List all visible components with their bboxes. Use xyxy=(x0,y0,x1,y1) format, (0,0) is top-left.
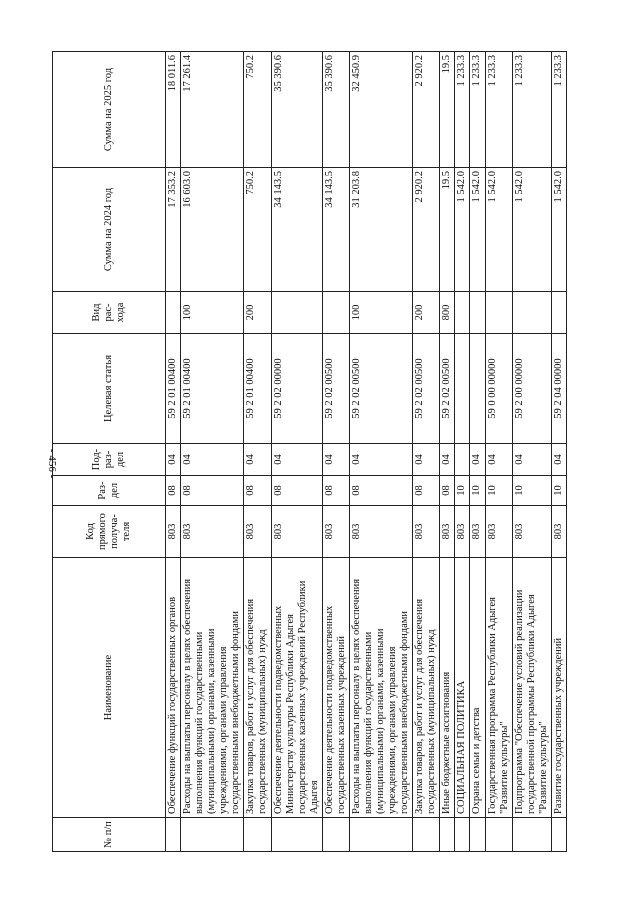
cell-sum2024: 1 542.0 xyxy=(470,168,485,292)
table-row xyxy=(349,52,412,852)
cell-razdel: 08 xyxy=(166,476,181,506)
header-razdel: Раз-дел xyxy=(53,476,166,506)
cell-vid: 200 xyxy=(413,292,440,334)
cell-name: Закупка товаров, работ и услуг для обеспечения государственных (муниципальных) нужд xyxy=(244,558,271,818)
header-code: Код прямого получа-теля xyxy=(53,506,166,558)
cell-statya: 59 2 01 00400 xyxy=(166,334,181,444)
cell-name: Иные бюджетные ассигнования xyxy=(440,558,455,818)
cell-statya: 59 2 02 00500 xyxy=(349,334,412,444)
table-row xyxy=(512,52,551,852)
cell-code: 803 xyxy=(485,506,512,558)
table-row xyxy=(181,52,244,852)
cell-code: 803 xyxy=(322,506,349,558)
cell-num xyxy=(181,818,244,852)
cell-razdel: 10 xyxy=(485,476,512,506)
cell-num xyxy=(470,818,485,852)
cell-code: 803 xyxy=(551,506,566,558)
cell-sum2025: 35 390.6 xyxy=(271,52,322,168)
cell-sum2025: 32 450.9 xyxy=(349,52,412,168)
table-row xyxy=(440,52,455,852)
cell-sum2024: 1 542.0 xyxy=(551,168,566,292)
cell-podrazdel: 04 xyxy=(181,444,244,476)
cell-razdel: 08 xyxy=(322,476,349,506)
header-statya: Целевая статья xyxy=(53,334,166,444)
cell-sum2024: 2 920.2 xyxy=(413,168,440,292)
cell-num xyxy=(440,818,455,852)
cell-podrazdel: 04 xyxy=(413,444,440,476)
cell-sum2025: 17 261.4 xyxy=(181,52,244,168)
cell-sum2024: 34 143.5 xyxy=(271,168,322,292)
cell-vid xyxy=(470,292,485,334)
cell-code: 803 xyxy=(181,506,244,558)
page-number: - 456 - xyxy=(46,449,58,479)
cell-sum2025: 1 233.3 xyxy=(485,52,512,168)
cell-vid xyxy=(455,292,470,334)
cell-razdel: 10 xyxy=(551,476,566,506)
cell-statya: 59 2 01 00400 xyxy=(181,334,244,444)
table-row xyxy=(413,52,440,852)
cell-code: 803 xyxy=(166,506,181,558)
cell-num xyxy=(271,818,322,852)
cell-vid xyxy=(512,292,551,334)
cell-name: Государственная программа Республики Адыгея "Развитие культуры" xyxy=(485,558,512,818)
cell-sum2025: 750.2 xyxy=(244,52,271,168)
cell-num xyxy=(413,818,440,852)
cell-razdel: 10 xyxy=(512,476,551,506)
cell-podrazdel: 04 xyxy=(244,444,271,476)
cell-sum2024: 1 542.0 xyxy=(455,168,470,292)
cell-code: 803 xyxy=(413,506,440,558)
cell-sum2024: 750.2 xyxy=(244,168,271,292)
budget-table xyxy=(52,51,567,852)
cell-sum2025: 2 920.2 xyxy=(413,52,440,168)
header-sum2025: Сумма на 2025 год xyxy=(53,52,166,168)
cell-num xyxy=(551,818,566,852)
header-name: Наименование xyxy=(53,558,166,818)
cell-num xyxy=(166,818,181,852)
cell-sum2024: 17 353.2 xyxy=(166,168,181,292)
cell-podrazdel: 04 xyxy=(440,444,455,476)
cell-razdel: 08 xyxy=(271,476,322,506)
cell-vid xyxy=(551,292,566,334)
cell-vid: 200 xyxy=(244,292,271,334)
table-row xyxy=(244,52,271,852)
cell-num xyxy=(455,818,470,852)
cell-code: 803 xyxy=(349,506,412,558)
cell-podrazdel: 04 xyxy=(271,444,322,476)
cell-sum2025: 1 233.3 xyxy=(512,52,551,168)
cell-podrazdel: 04 xyxy=(322,444,349,476)
table-row xyxy=(470,52,485,852)
cell-sum2025: 35 390.6 xyxy=(322,52,349,168)
cell-sum2024: 34 143.5 xyxy=(322,168,349,292)
cell-razdel: 10 xyxy=(470,476,485,506)
table-row xyxy=(551,52,566,852)
header-sum2024: Сумма на 2024 год xyxy=(53,168,166,292)
cell-sum2025: 19.5 xyxy=(440,52,455,168)
cell-sum2024: 16 603.0 xyxy=(181,168,244,292)
cell-vid xyxy=(271,292,322,334)
table-row xyxy=(322,52,349,852)
cell-podrazdel: 04 xyxy=(166,444,181,476)
cell-razdel: 08 xyxy=(349,476,412,506)
cell-sum2025: 1 233.3 xyxy=(551,52,566,168)
cell-name: СОЦИАЛЬНАЯ ПОЛИТИКА xyxy=(455,558,470,818)
cell-code: 803 xyxy=(512,506,551,558)
table-row xyxy=(271,52,322,852)
cell-vid: 100 xyxy=(181,292,244,334)
cell-vid xyxy=(166,292,181,334)
cell-num xyxy=(349,818,412,852)
cell-code: 803 xyxy=(244,506,271,558)
cell-name: Расходы на выплаты персоналу в целях обеспечения выполнения функций государственными (муниципальными) органами, казенными учреждениями, органами управления государственными внебюджетными фондами xyxy=(181,558,244,818)
header-podrazdel: Под-раз-дел xyxy=(53,444,166,476)
cell-statya: 59 2 02 00500 xyxy=(440,334,455,444)
cell-statya: 59 2 02 00000 xyxy=(271,334,322,444)
cell-num xyxy=(485,818,512,852)
budget-table-container xyxy=(52,52,564,852)
cell-sum2024: 1 542.0 xyxy=(485,168,512,292)
table-row xyxy=(166,52,181,852)
table-row xyxy=(485,52,512,852)
cell-name: Развитие государственных учреждений xyxy=(551,558,566,818)
cell-podrazdel: 04 xyxy=(470,444,485,476)
cell-statya xyxy=(470,334,485,444)
cell-name: Обеспечение функций государственных органов xyxy=(166,558,181,818)
cell-podrazdel: 04 xyxy=(551,444,566,476)
cell-vid: 800 xyxy=(440,292,455,334)
cell-name: Подпрограмма "Обеспечение условий реализации государственной программы Республики Адыгея "Развитие культуры" xyxy=(512,558,551,818)
header-num: № п/п xyxy=(53,818,166,852)
cell-name: Расходы на выплаты персоналу в целях обеспечения выполнения функций государственными (муниципальными) органами, казенными учреждениями, органами управления государственными внебюджетными фондами xyxy=(349,558,412,818)
cell-statya: 59 0 00 00000 xyxy=(485,334,512,444)
cell-razdel: 08 xyxy=(440,476,455,506)
cell-statya: 59 2 02 00500 xyxy=(322,334,349,444)
cell-name: Обеспечение деятельности подведомственных Министерству культуры Республики Адыгея государственных казенных учреждений Республики Адыгея xyxy=(271,558,322,818)
cell-razdel: 08 xyxy=(244,476,271,506)
cell-num xyxy=(244,818,271,852)
cell-name: Охрана семьи и детства xyxy=(470,558,485,818)
cell-vid: 100 xyxy=(349,292,412,334)
cell-sum2025: 1 233.3 xyxy=(455,52,470,168)
cell-razdel: 10 xyxy=(455,476,470,506)
cell-vid xyxy=(322,292,349,334)
cell-podrazdel: 04 xyxy=(512,444,551,476)
cell-code: 803 xyxy=(271,506,322,558)
cell-sum2024: 19.5 xyxy=(440,168,455,292)
cell-statya: 59 2 04 00000 xyxy=(551,334,566,444)
cell-vid xyxy=(485,292,512,334)
cell-num xyxy=(512,818,551,852)
table-body xyxy=(166,52,567,852)
cell-statya: 59 2 00 00000 xyxy=(512,334,551,444)
cell-sum2025: 1 233.3 xyxy=(470,52,485,168)
cell-sum2024: 1 542.0 xyxy=(512,168,551,292)
cell-podrazdel: 04 xyxy=(349,444,412,476)
cell-sum2024: 31 203.8 xyxy=(349,168,412,292)
cell-statya: 59 2 02 00500 xyxy=(413,334,440,444)
cell-razdel: 08 xyxy=(413,476,440,506)
cell-code: 803 xyxy=(440,506,455,558)
cell-podrazdel: 04 xyxy=(485,444,512,476)
cell-name: Закупка товаров, работ и услуг для обеспечения государственных (муниципальных) нужд xyxy=(413,558,440,818)
cell-sum2025: 18 011.6 xyxy=(166,52,181,168)
header-row xyxy=(53,52,166,852)
cell-razdel: 08 xyxy=(181,476,244,506)
header-vid: Вид рас-хода xyxy=(53,292,166,334)
cell-statya: 59 2 01 00400 xyxy=(244,334,271,444)
cell-name: Обеспечение деятельности подведомственных государственных казенных учреждений xyxy=(322,558,349,818)
cell-statya xyxy=(455,334,470,444)
cell-code: 803 xyxy=(470,506,485,558)
cell-num xyxy=(322,818,349,852)
cell-code: 803 xyxy=(455,506,470,558)
cell-podrazdel xyxy=(455,444,470,476)
table-row xyxy=(455,52,470,852)
